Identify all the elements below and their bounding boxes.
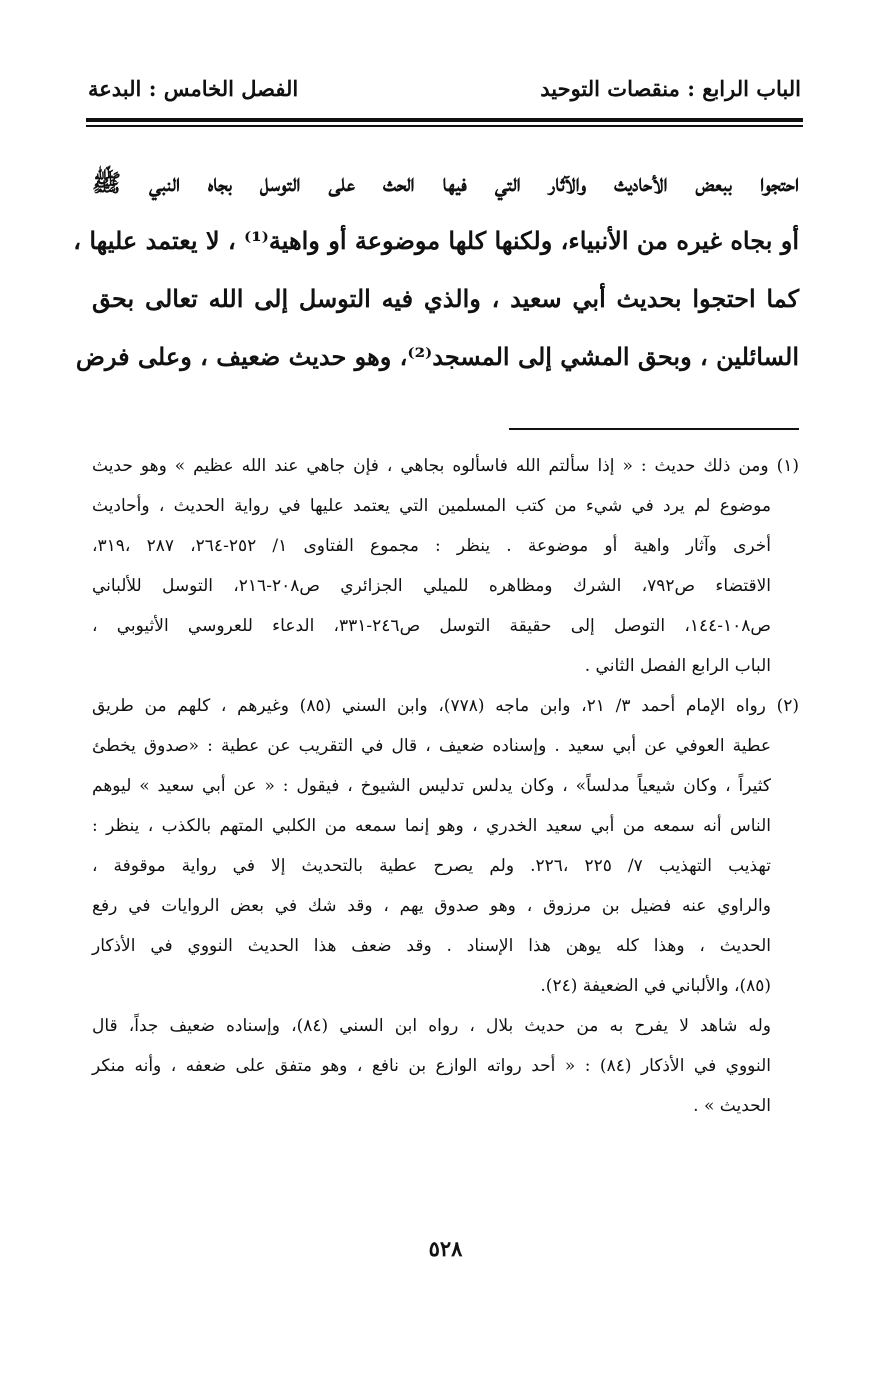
footnote-line: وله شاهد لا يفرح به من حديث بلال ، رواه ابن السني (٨٤)، وإسناده ضعيف جداً، قال bbox=[92, 1016, 771, 1036]
chapter-title: الباب الرابع : منقصات التوحيد bbox=[540, 76, 801, 101]
footnote-line: النووي في الأذكار (٨٤) : « أحد رواته الوازع بن نافع ، وهو متفق على ضعفه ، وأنه منكر bbox=[92, 1056, 771, 1076]
footnote-line: أخرى وآثار واهية أو موضوعة . ينظر : مجموع الفتاوى ١/ ٢٥٢-٢٦٤، ٢٨٧ ،٣١٩، bbox=[92, 536, 771, 556]
footnote-line: عطية العوفي عن أبي سعيد . وإسناده ضعيف ، قال في التقريب عن عطية : «صدوق يخطئ bbox=[92, 736, 771, 756]
header-rule-thin bbox=[86, 125, 803, 127]
main-line: احتجوا ببعض الأحاديث والآثار التي فيها الحث على التوسل بجاه النبي ﷺ bbox=[92, 168, 799, 197]
section-title: الفصل الخامس : البدعة bbox=[88, 76, 299, 101]
footnote-line: موضوع لم يرد في شيء من كتب المسلمين التي يعتمد عليها في رواية الحديث ، وأحاديث bbox=[92, 496, 771, 516]
footnote-2-continuation bbox=[92, 1006, 799, 1126]
main-line: السائلين ، وبحق المشي إلى المسجد⁽²⁾، وهو حديث ضعيف ، وعلى فرض bbox=[75, 342, 799, 371]
footnote-line: الحديث » . bbox=[693, 1096, 771, 1116]
footnote-line: (٢) رواه الإمام أحمد ٣/ ٢١، وابن ماجه (٧٧٨)، وابن السني (٨٥) وغيرهم ، كلهم من طريق bbox=[92, 696, 800, 716]
footnotes bbox=[92, 446, 799, 1126]
main-text bbox=[73, 154, 799, 386]
footnote-line: الباب الرابع الفصل الثاني . bbox=[584, 656, 771, 676]
footnote-line: والراوي عنه فضيل بن مرزوق ، وهو صدوق يهم ، وقد شك في بعض الروايات في رفع bbox=[92, 896, 771, 916]
footnote-line: الحديث ، وهذا كله يوهن هذا الإسناد . وقد ضعف هذا الحديث النووي في الأذكار bbox=[92, 936, 771, 956]
main-line: كما احتجوا بحديث أبي سعيد ، والذي فيه التوسل إلى الله تعالى بحق bbox=[92, 284, 799, 313]
footnote-1 bbox=[92, 446, 799, 686]
footnote-line: كثيراً ، وكان شيعياً مدلساً» ، وكان يدلس تدليس الشيوخ ، فيقول : « عن أبي سعيد » ليوهم bbox=[92, 776, 771, 796]
footnote-line: (١) ومن ذلك حديث : « إذا سألتم الله فاسألوه بجاهي ، فإن جاهي عند الله عظيم » وهو حديث bbox=[92, 456, 799, 476]
header-rule-thick bbox=[86, 118, 803, 122]
footnote-line: الناس أنه سمعه من أبي سعيد الخدري ، وهو إنما سمعه من الكلبي المتهم بالكذب ، ينظر : bbox=[92, 816, 771, 836]
footnote-line: تهذيب التهذيب ٧/ ٢٢٥ ،٢٢٦. ولم يصرح عطية بالتحديث إلا في رواية موقوفة ، bbox=[92, 856, 771, 876]
footnote-separator bbox=[509, 428, 799, 430]
footnote-line: ص١٠٨-١٤٤، التوصل إلى حقيقة التوسل ص٢٤٦-٣٣١، الدعاء للعروسي الأثيوبي ، bbox=[92, 616, 771, 636]
footnote-line: الاقتضاء ص٧٩٢، الشرك ومظاهره للميلي الجزائري ص٢٠٨-٢١٦، التوسل للألباني bbox=[92, 576, 771, 596]
running-header bbox=[88, 68, 801, 108]
main-line: أو بجاه غيره من الأنبياء، ولكنها كلها موضوعة أو واهية⁽¹⁾ ، لا يعتمد عليها ، bbox=[73, 226, 799, 255]
footnote-line: (٨٥)، والألباني في الضعيفة (٢٤). bbox=[540, 976, 771, 996]
page-number: ٥٢٨ bbox=[428, 1236, 463, 1261]
footnote-2 bbox=[92, 686, 799, 1006]
